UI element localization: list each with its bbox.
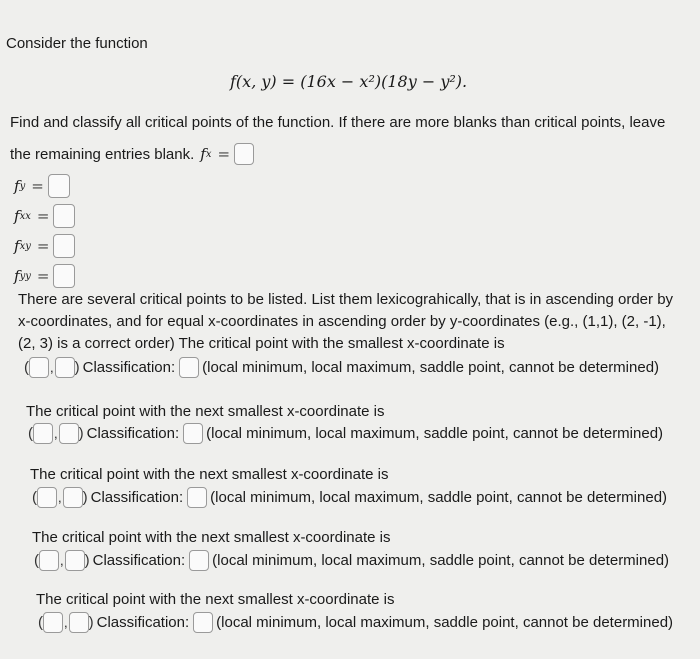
classification-label: Classification: xyxy=(92,552,186,569)
classification-label: Classification: xyxy=(86,425,180,442)
next-point-text-2: The critical point with the next smallest x-coordinate is xyxy=(26,403,385,420)
critical-point-4-x-input[interactable] xyxy=(39,550,59,571)
fyy-row: f yy = xyxy=(14,264,75,288)
critical-point-5-x-input[interactable] xyxy=(43,612,63,633)
instructions-line-2: the remaining entries blank. xyxy=(10,145,195,163)
fy-row: f y = xyxy=(14,174,70,198)
critical-point-2-classification-input[interactable] xyxy=(183,423,203,444)
critical-point-4-classification-input[interactable] xyxy=(189,550,209,571)
critical-point-5-row: ( , ) Classification: (local minimum, local maximum, saddle point, cannot be determined) xyxy=(38,614,674,631)
critical-point-3-y-input[interactable] xyxy=(63,487,83,508)
critical-point-1-row: ( , ) Classification: (local minimum, local maximum, saddle point, cannot be determined) xyxy=(24,359,660,376)
intro-text: Consider the function xyxy=(6,35,148,52)
fyy-answer-input[interactable] xyxy=(53,264,75,288)
next-point-text-3: The critical point with the next smallest x-coordinate is xyxy=(30,466,389,483)
list-instructions-line-2: x-coordinates, and for equal x-coordinates in ascending order by y-coordinates (e.g., (1,1), (2, -1), xyxy=(18,313,666,330)
instructions-line-1: Find and classify all critical points of the function. If there are more blanks than critical points, leave xyxy=(10,114,666,131)
fxx-row: f xx = xyxy=(14,204,75,228)
classification-options: (local minimum, local maximum, saddle point, cannot be determined) xyxy=(212,552,670,569)
critical-point-4-y-input[interactable] xyxy=(65,550,85,571)
critical-point-4-row: ( , ) Classification: (local minimum, local maximum, saddle point, cannot be determined) xyxy=(34,552,670,569)
critical-point-2-y-input[interactable] xyxy=(59,423,79,444)
classification-label: Classification: xyxy=(90,489,184,506)
fxy-answer-input[interactable] xyxy=(53,234,75,258)
list-instructions-line-1: There are several critical points to be listed. List them lexicograhically, that is in ascending order by xyxy=(18,291,674,308)
critical-point-2-x-input[interactable] xyxy=(33,423,53,444)
fy-answer-input[interactable] xyxy=(48,174,70,198)
critical-point-5-y-input[interactable] xyxy=(69,612,89,633)
next-point-text-5: The critical point with the next smallest x-coordinate is xyxy=(36,591,395,608)
critical-point-1-y-input[interactable] xyxy=(55,357,75,378)
critical-point-3-row: ( , ) Classification: (local minimum, local maximum, saddle point, cannot be determined) xyxy=(32,489,668,506)
next-point-text-4: The critical point with the next smallest x-coordinate is xyxy=(32,529,391,546)
classification-options: (local minimum, local maximum, saddle point, cannot be determined) xyxy=(206,425,664,442)
classification-options: (local minimum, local maximum, saddle point, cannot be determined) xyxy=(202,359,660,376)
list-instructions-line-3: (2, 3) is a correct order) The critical point with the smallest x-coordinate is xyxy=(18,335,505,352)
function-formula: f(x, y) = (16x − x²)(18y − y²). xyxy=(230,72,468,91)
fx-answer-input[interactable] xyxy=(234,143,254,165)
fxx-answer-input[interactable] xyxy=(53,204,75,228)
critical-point-3-x-input[interactable] xyxy=(37,487,57,508)
fxy-row: f xy = xyxy=(14,234,75,258)
critical-point-2-row: ( , ) Classification: (local minimum, local maximum, saddle point, cannot be determined) xyxy=(28,425,664,442)
classification-options: (local minimum, local maximum, saddle point, cannot be determined) xyxy=(210,489,668,506)
classification-label: Classification: xyxy=(82,359,176,376)
fx-label: f x = xyxy=(200,145,231,163)
critical-point-3-classification-input[interactable] xyxy=(187,487,207,508)
critical-point-5-classification-input[interactable] xyxy=(193,612,213,633)
classification-label: Classification: xyxy=(96,614,190,631)
critical-point-1-x-input[interactable] xyxy=(29,357,49,378)
critical-point-1-classification-input[interactable] xyxy=(179,357,199,378)
classification-options: (local minimum, local maximum, saddle point, cannot be determined) xyxy=(216,614,674,631)
